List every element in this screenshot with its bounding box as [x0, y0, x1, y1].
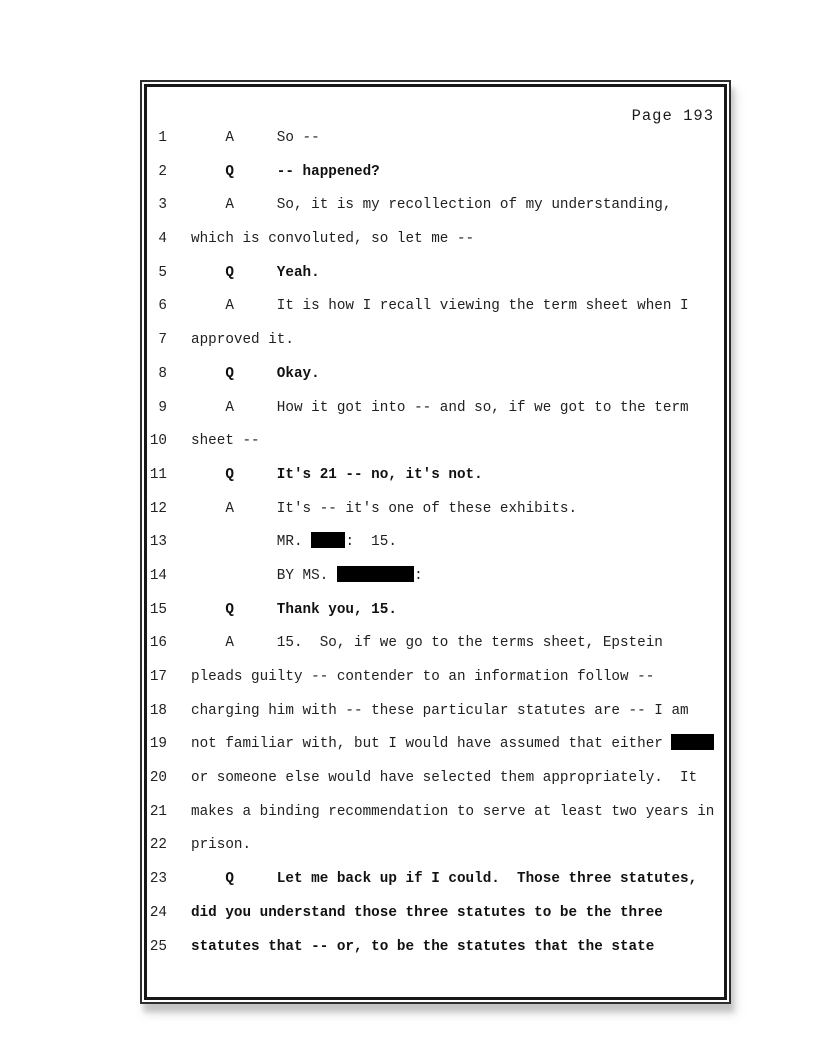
transcript-line — [147, 869, 724, 903]
transcript-line — [147, 229, 724, 263]
line-number: 16 — [149, 635, 167, 652]
line-text: A 15. So, if we go to the terms sheet, Epstein — [191, 635, 663, 652]
line-text: Q Thank you, 15. — [191, 601, 397, 618]
transcript-line — [147, 768, 724, 802]
line-number: 20 — [149, 770, 167, 787]
line-number: 25 — [149, 938, 167, 955]
line-number: 19 — [149, 736, 167, 753]
line-text: or someone else would have selected them appropriately. It — [191, 770, 698, 787]
line-text: Q -- happened? — [191, 163, 380, 180]
redaction-box — [671, 734, 714, 750]
line-text: A How it got into -- and so, if we got to the term — [191, 399, 689, 416]
line-number: 22 — [149, 837, 167, 854]
transcript-line — [147, 532, 724, 566]
transcript-line — [147, 667, 724, 701]
transcript-line — [147, 465, 724, 499]
transcript-line — [147, 263, 724, 297]
line-text: sheet -- — [191, 433, 260, 450]
line-number: 12 — [149, 500, 167, 517]
line-text: charging him with -- these particular statutes are -- I am — [191, 702, 689, 719]
transcript-line — [147, 364, 724, 398]
line-number: 8 — [158, 365, 167, 382]
line-number: 9 — [158, 399, 167, 416]
line-text: which is convoluted, so let me -- — [191, 231, 475, 248]
line-number: 5 — [158, 264, 167, 281]
transcript-line — [147, 734, 724, 768]
line-number: 15 — [149, 601, 167, 618]
transcript-line — [147, 195, 724, 229]
transcript-line — [147, 162, 724, 196]
line-number: 18 — [149, 702, 167, 719]
line-number: 14 — [149, 567, 167, 584]
line-text: A It's -- it's one of these exhibits. — [191, 500, 578, 517]
transcript-line — [147, 802, 724, 836]
transcript-line — [147, 701, 724, 735]
line-number: 2 — [158, 163, 167, 180]
transcript-frame-inner — [144, 84, 727, 1000]
line-number: 4 — [158, 231, 167, 248]
redaction-box — [337, 566, 414, 582]
line-number: 21 — [149, 803, 167, 820]
line-text: MR. : 15. — [191, 534, 397, 551]
line-number: 17 — [149, 669, 167, 685]
line-text: Q Let me back up if I could. Those three statutes, — [191, 871, 698, 888]
line-text: approved it. — [191, 332, 294, 349]
line-text: A So -- — [191, 130, 320, 146]
transcript-line — [147, 296, 724, 330]
transcript-line — [147, 330, 724, 364]
page-number: Page 193 — [631, 107, 714, 125]
line-text: BY MS. : — [191, 567, 423, 584]
line-text: Q Okay. — [191, 365, 320, 382]
transcript-line — [147, 398, 724, 432]
transcript-line — [147, 903, 724, 937]
line-number: 13 — [149, 534, 167, 551]
line-number: 1 — [158, 130, 167, 146]
line-number: 7 — [158, 332, 167, 349]
transcript-line — [147, 499, 724, 533]
line-number: 6 — [158, 298, 167, 315]
line-text: A So, it is my recollection of my understanding, — [191, 197, 672, 214]
transcript-line — [147, 633, 724, 667]
line-text: makes a binding recommendation to serve at least two years in — [191, 803, 715, 820]
line-text: did you understand those three statutes to be the three — [191, 904, 663, 921]
line-text: statutes that -- or, to be the statutes that the state — [191, 938, 655, 955]
transcript-line — [147, 835, 724, 869]
line-number: 24 — [149, 904, 167, 921]
line-number: 3 — [158, 197, 167, 214]
line-number: 10 — [149, 433, 167, 450]
line-text: pleads guilty -- contender to an information follow -- — [191, 669, 655, 685]
transcript-line — [147, 937, 724, 971]
line-text: Q It's 21 -- no, it's not. — [191, 466, 483, 483]
transcript-line — [147, 566, 724, 600]
transcript-line — [147, 128, 724, 162]
redaction-box — [311, 532, 345, 548]
line-number: 11 — [149, 466, 167, 483]
line-number: 23 — [149, 871, 167, 888]
line-text: not familiar with, but I would have assumed that either — [191, 734, 714, 754]
transcript-line — [147, 600, 724, 634]
transcript-lines — [147, 128, 724, 970]
transcript-frame-outer — [140, 80, 731, 1004]
line-text: prison. — [191, 837, 252, 854]
line-text: A It is how I recall viewing the term sheet when I — [191, 298, 689, 315]
line-text: Q Yeah. — [191, 264, 320, 281]
transcript-line — [147, 431, 724, 465]
